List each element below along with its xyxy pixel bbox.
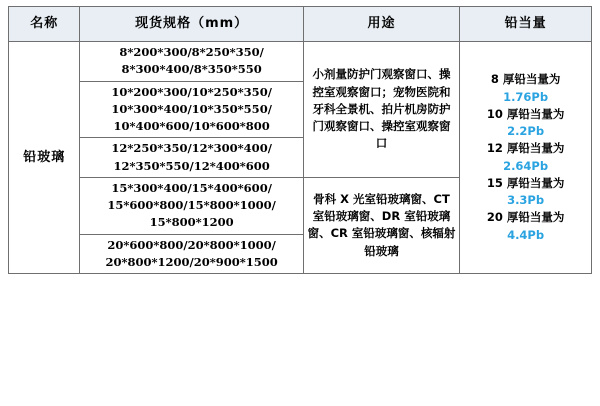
lead-prefix: 15 厚铅当量为 xyxy=(486,175,565,190)
spec-cell-2 xyxy=(80,81,303,138)
lead-value: 2.64Pb xyxy=(503,158,549,173)
usage-cell-2: 骨科 X 光室铅玻璃窗、CT 室铅玻璃窗、DR 室铅玻璃窗、CR 室铅玻璃窗、核辐射铅玻璃 xyxy=(303,177,459,273)
spec-cell-1 xyxy=(80,42,303,82)
lead-row xyxy=(463,209,588,226)
lead-prefix: 20 厚铅当量为 xyxy=(486,210,565,225)
header-lead-equivalent: 铅当量 xyxy=(460,7,592,42)
spec-cell-5 xyxy=(80,234,303,274)
spec-line: 15*600*800/15*800*1000/ xyxy=(107,198,276,212)
lead-row xyxy=(463,106,588,123)
lead-equivalent-cell xyxy=(460,42,592,274)
lead-row xyxy=(463,71,588,88)
header-specification: 现货规格（mm） xyxy=(80,7,303,42)
lead-prefix: 10 厚铅当量为 xyxy=(486,106,565,121)
spec-line: 15*800*1200 xyxy=(149,215,234,230)
header-usage: 用途 xyxy=(303,7,459,42)
usage-cell-1: 小剂量防护门观察窗口、操控室观察窗口；宠物医院和牙科全景机、拍片机房防护门观察窗口、操控室观察窗口 xyxy=(303,42,459,178)
lead-value: 1.76Pb xyxy=(503,89,549,104)
lead-row xyxy=(463,175,588,192)
lead-value-line xyxy=(463,192,588,209)
product-name-cell: 铅玻璃 xyxy=(9,42,80,274)
spec-line: 15*300*400/15*400*600/ xyxy=(111,180,272,195)
lead-prefix: 8 厚铅当量为 xyxy=(490,72,561,87)
spec-line: 12*250*350/12*300*400/ xyxy=(111,141,272,156)
lead-value: 4.4Pb xyxy=(507,227,545,242)
spec-line: 20*800*1200/20*900*1500 xyxy=(105,254,278,269)
table-row xyxy=(9,42,592,82)
lead-value-line xyxy=(463,158,588,175)
lead-value-line xyxy=(463,123,588,140)
spec-line: 10*300*400/10*350*550/ xyxy=(111,101,272,116)
spec-line: 20*600*800/20*800*1000/ xyxy=(107,237,276,252)
lead-prefix: 12 厚铅当量为 xyxy=(486,141,565,156)
table-header xyxy=(9,7,592,42)
lead-value-line xyxy=(463,227,588,244)
header-row xyxy=(9,7,592,42)
spec-line: 8*300*400/8*350*550 xyxy=(121,62,262,77)
table-body xyxy=(9,42,592,274)
spec-line: 8*200*300/8*250*350/ xyxy=(119,45,264,59)
lead-value: 3.3Pb xyxy=(507,193,545,207)
spec-sheet xyxy=(0,6,600,406)
spec-line: 12*350*550/12*400*600 xyxy=(113,158,270,173)
lead-row xyxy=(463,140,588,157)
spec-cell-4 xyxy=(80,177,303,234)
lead-value: 2.2Pb xyxy=(507,124,545,138)
spec-cell-3 xyxy=(80,138,303,178)
header-name: 名称 xyxy=(9,7,80,42)
spec-line: 10*200*300/10*250*350/ xyxy=(111,84,272,99)
spec-line: 10*400*600/10*600*800 xyxy=(113,119,270,133)
lead-value-line xyxy=(463,89,588,106)
lead-glass-spec-table xyxy=(8,6,592,274)
